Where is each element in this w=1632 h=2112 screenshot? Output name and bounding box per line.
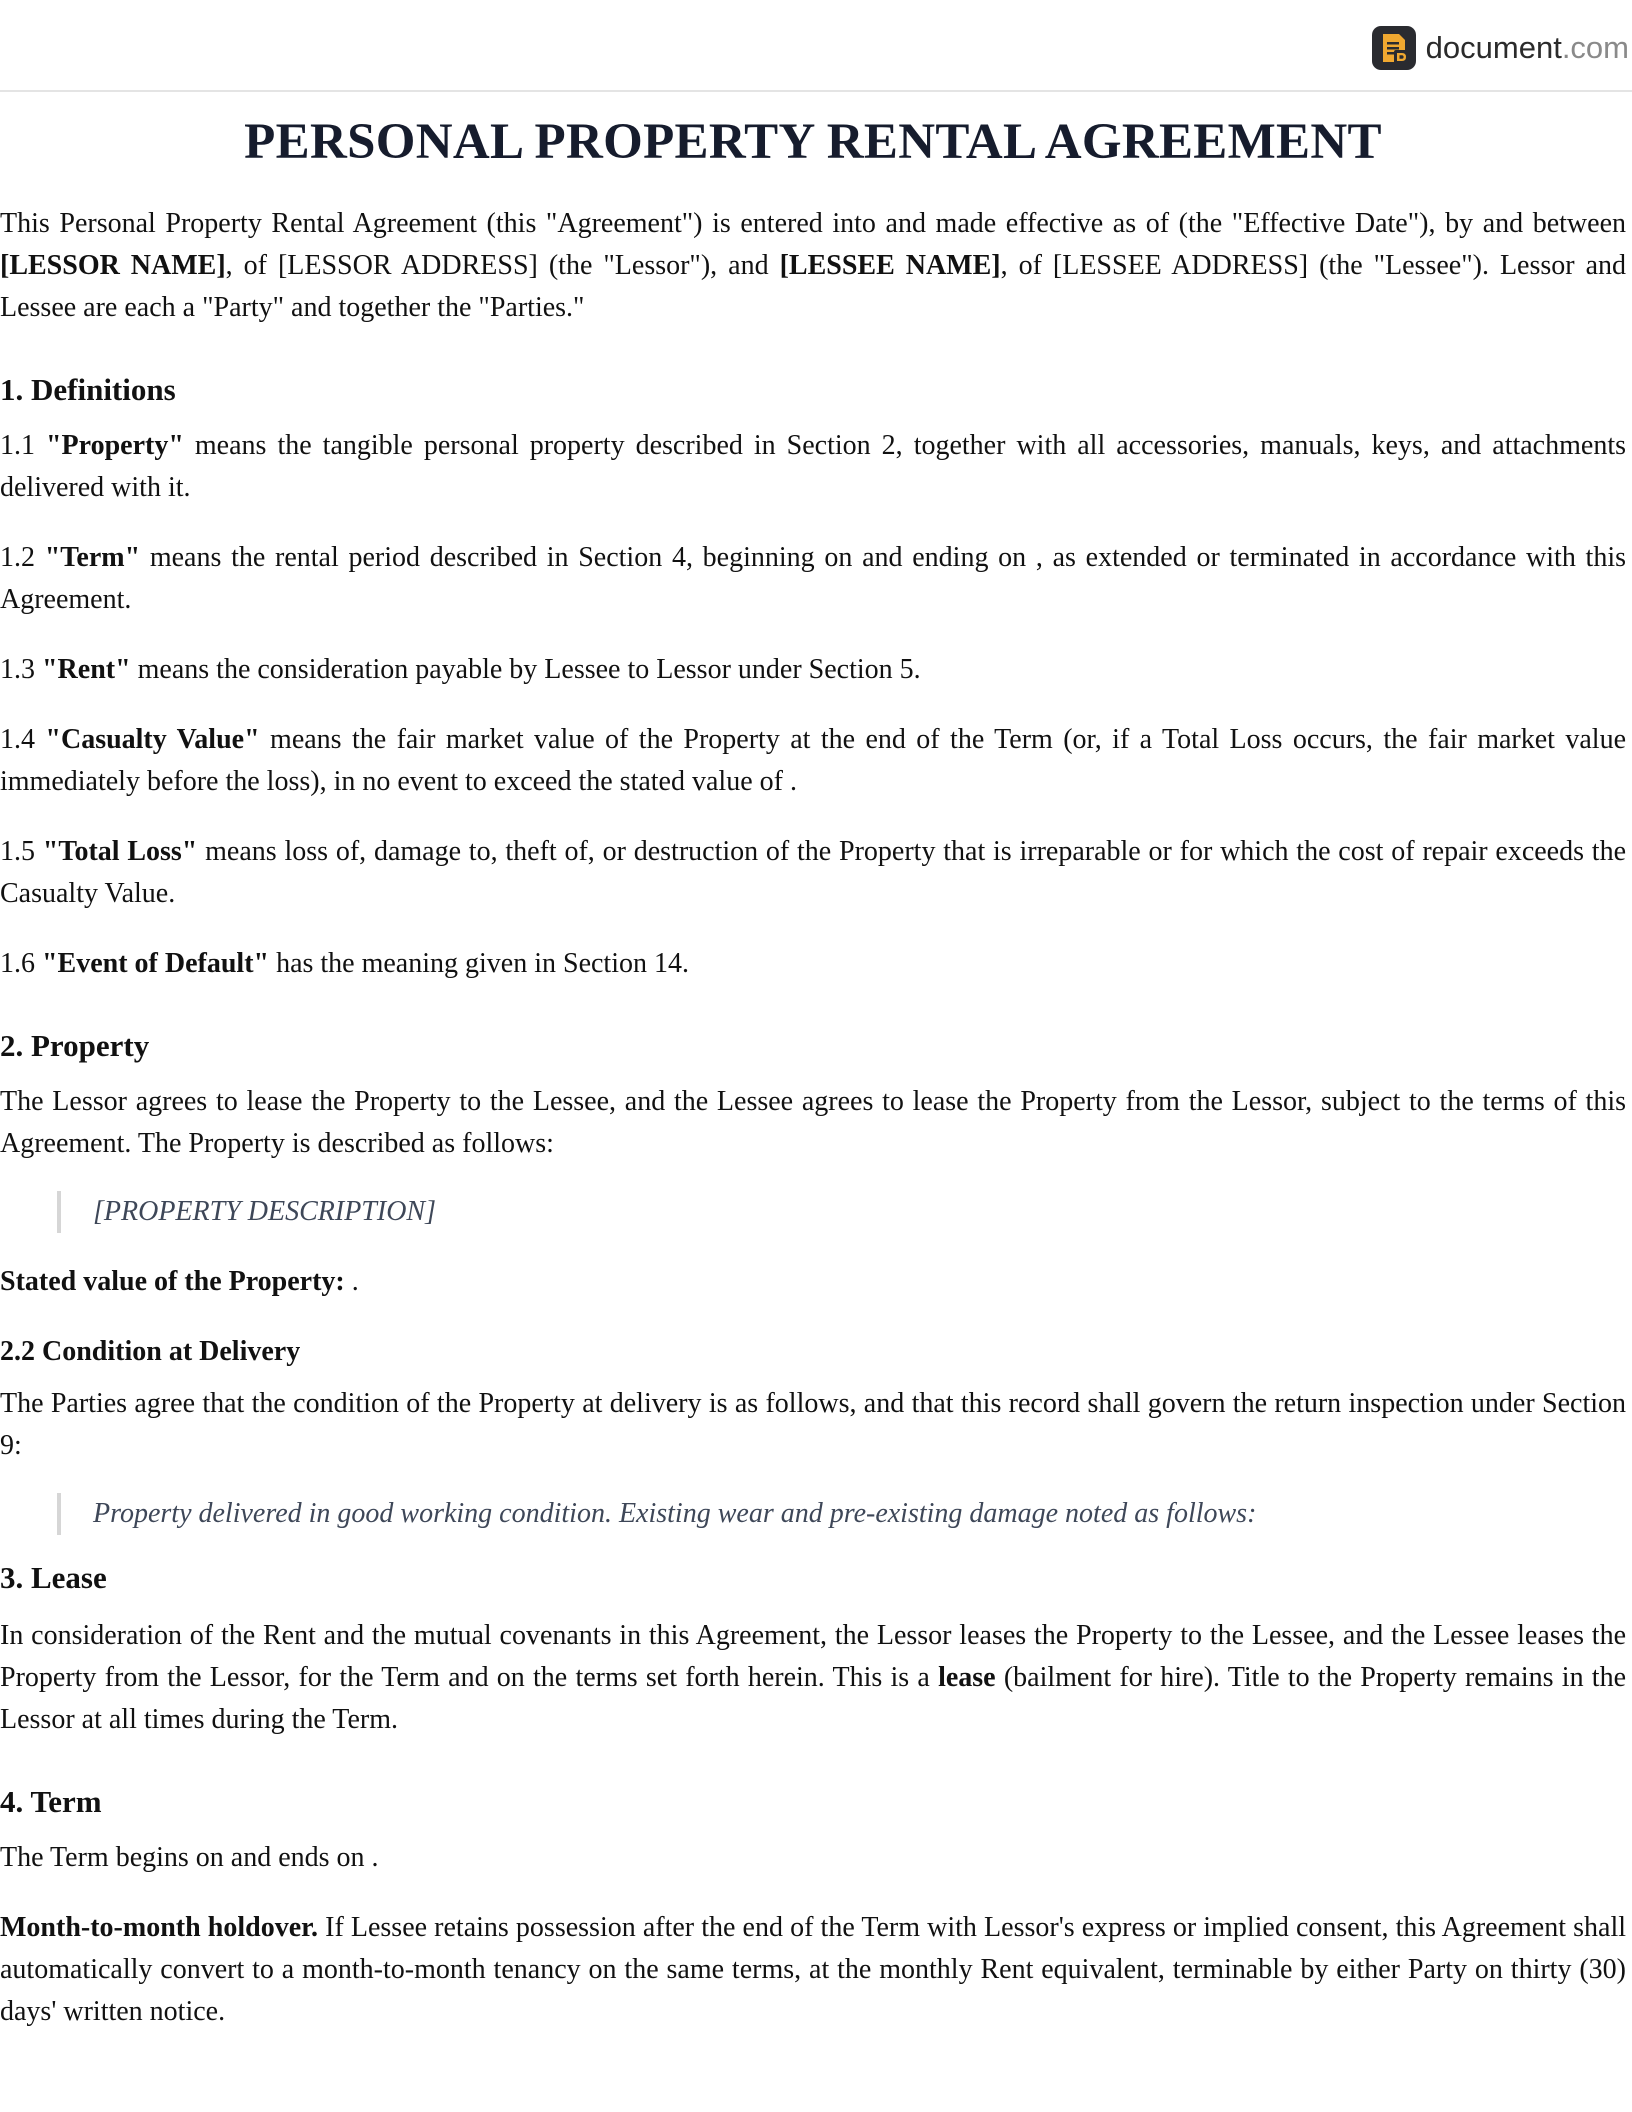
lessor-name: [LESSOR NAME] [0, 250, 226, 281]
document-title: PERSONAL PROPERTY RENTAL AGREEMENT [244, 114, 1382, 170]
definition-text: means loss of, damage to, theft of, or destruction of the Property that is irreparable or for which the cost of repair exceeds the Casualty Value. [0, 836, 1626, 909]
definition-text: means the tangible personal property described in Section 2, together with all accessories, manuals, keys, and attachments delivered with it. [0, 430, 1626, 503]
property-description-quote: [PROPERTY DESCRIPTION] [57, 1191, 1626, 1233]
holdover-paragraph [0, 1907, 1626, 2033]
definition-1-1 [0, 425, 1626, 509]
definition-1-6 [0, 943, 1626, 985]
definition-number: 1.5 [0, 836, 43, 867]
subsection-2-2-heading: 2.2 Condition at Delivery [0, 1336, 301, 1367]
lessee-name: [LESSEE NAME] [779, 250, 1001, 281]
brand-logo[interactable] [1372, 26, 1629, 70]
intro-text-1: This Personal Property Rental Agreement (this "Agreement") is entered into and made effective as of (the "Effective Date"), by and between [0, 208, 1626, 239]
intro-text-2: , of [LESSOR ADDRESS] (the "Lessor"), and [225, 250, 780, 281]
definition-number: 1.4 [0, 724, 46, 755]
lease-text-2: (bailment for hire). Title to the Property remains in the Lessor at all times during the Term. [0, 1662, 1627, 1735]
intro-text-3: , of [LESSEE ADDRESS] (the "Lessee"). Lessor and Lessee are each a "Party" and together the "Parties." [0, 250, 1626, 323]
brand-tld: .com [1561, 30, 1629, 65]
intro-paragraph [0, 203, 1626, 329]
stated-value: . [344, 1266, 359, 1297]
stated-value-label: Stated value of the Property: [0, 1266, 345, 1297]
definition-1-4 [0, 719, 1626, 803]
holdover-label: Month-to-month holdover. [0, 1912, 318, 1943]
definition-term: "Casualty Value" [45, 724, 260, 755]
top-bar [0, 0, 1632, 92]
condition-quote: Property delivered in good working condition. Existing wear and pre-existing damage noted as follows: [57, 1493, 1626, 1535]
brand-wordmark [1426, 26, 1629, 70]
section-4-body: The Term begins on and ends on . [0, 1842, 379, 1873]
lease-text-1: In consideration of the Rent and the mutual covenants in this Agreement, the Lessor leases the Property to the Lessee, and the Lessee leases the Property from the Lessor, for the Term and on the terms set forth herein. This is a [0, 1620, 1626, 1693]
definition-text: means the rental period described in Section 4, beginning on and ending on , as extended or terminated in accordance with this Agreement. [0, 542, 1626, 615]
definition-term: "Total Loss" [42, 836, 198, 867]
holdover-text: If Lessee retains possession after the end of the Term with Lessor's express or implied consent, this Agreement shall automatically convert to a month-to-month tenancy on the same terms, at the monthly Rent equivalent, terminable by either Party on thirty (30) days' written notice. [0, 1912, 1626, 2027]
definition-number: 1.1 [0, 430, 47, 461]
definition-number: 1.3 [0, 654, 42, 685]
definition-term: "Rent" [42, 654, 131, 685]
definition-term: "Term" [44, 542, 141, 573]
condition-body: The Parties agree that the condition of the Property at delivery is as follows, and that this record shall govern the return inspection under Section 9: [0, 1388, 1626, 1461]
definition-1-5 [0, 831, 1626, 915]
stated-value-line [0, 1261, 1626, 1303]
definition-number: 1.2 [0, 542, 45, 573]
definition-text: means the fair market value of the Property at the end of the Term (or, if a Total Loss occurs, the fair market value immediately before the loss), in no event to exceed the stated value of . [0, 724, 1627, 797]
definition-number: 1.6 [0, 948, 42, 979]
definition-text: has the meaning given in Section 14. [269, 948, 689, 979]
definition-1-3 [0, 649, 1626, 691]
document-body [0, 112, 1626, 2033]
section-1-heading: 1. Definitions [0, 372, 176, 407]
section-3-body [0, 1615, 1626, 1741]
section-3-heading: 3. Lease [0, 1560, 107, 1595]
definition-term: "Event of Default" [42, 948, 270, 979]
document-logo-icon [1372, 26, 1416, 70]
definition-term: "Property" [46, 430, 184, 461]
definition-1-2 [0, 537, 1626, 621]
section-4-heading: 4. Term [0, 1784, 102, 1819]
brand-name: document [1425, 30, 1562, 65]
section-2-heading: 2. Property [0, 1028, 150, 1063]
section-2-body: The Lessor agrees to lease the Property to the Lessee, and the Lessee agrees to lease the Property from the Lessor, subject to the terms of this Agreement. The Property is described as follows: [0, 1086, 1626, 1159]
definition-text: means the consideration payable by Lessee to Lessor under Section 5. [130, 654, 921, 685]
lease-bold: lease [938, 1662, 996, 1693]
